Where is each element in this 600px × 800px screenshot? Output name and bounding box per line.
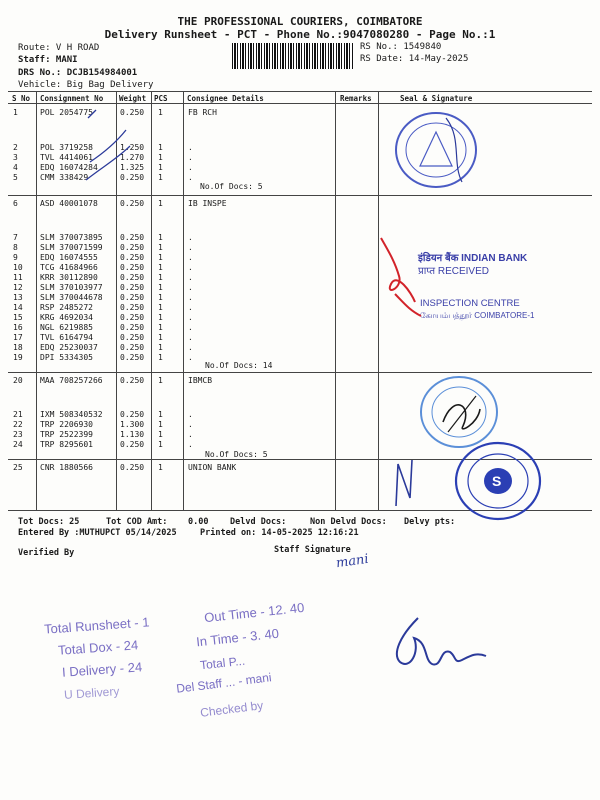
table-cell-cd: . [188, 343, 193, 352]
table-cell-sno: 15 [13, 313, 23, 322]
stamp-city: COIMBATORE-1 [474, 311, 535, 320]
table-cell-wt: 0.250 [120, 293, 145, 302]
total-cod-value: 0.00 [188, 517, 209, 527]
table-cell-wt: 0.250 [120, 273, 145, 282]
table-cell-cd: . [188, 430, 193, 439]
table-cell-sno: 22 [13, 420, 23, 429]
table-cell-pcs: 1 [158, 353, 163, 362]
table-cell-cd: . [188, 353, 193, 362]
table-cell-pcs: 1 [158, 273, 163, 282]
table-cell-wt: 0.250 [120, 333, 145, 342]
table-cell-cn: KRR 30112890 [40, 273, 98, 282]
table-cell-pcs: 1 [158, 410, 163, 419]
table-cell-sno: 25 [13, 463, 23, 472]
table-cell-cd: . [188, 420, 193, 429]
table-cell-pcs: 1 [158, 283, 163, 292]
checked-by: Checked by [199, 698, 264, 720]
column-header: Consignee Details [187, 94, 264, 103]
table-cell-wt: 0.250 [120, 376, 145, 385]
table-cell-sno: 2 [13, 143, 18, 152]
table-cell-sno: 7 [13, 233, 18, 242]
table-cell-sno: 12 [13, 283, 23, 292]
staff-signature: mani [335, 551, 370, 572]
document-title: THE PROFESSIONAL COURIERS, COIMBATORE [177, 15, 423, 28]
table-cell-wt: 0.250 [120, 233, 145, 242]
table-cell-cn: TRP 2206930 [40, 420, 93, 429]
table-cell-sno: 14 [13, 303, 23, 312]
table-cell-pcs: 1 [158, 253, 163, 262]
pen-mark-n [390, 456, 420, 512]
table-cell-cn: KRG 4692034 [40, 313, 93, 322]
table-cell-cn: NGL 6219885 [40, 323, 93, 332]
table-cell-cd: . [188, 410, 193, 419]
table-cell-wt: 0.250 [120, 303, 145, 312]
union-bank-seal-stamp [452, 440, 544, 522]
table-cell-cn: TRP 2522399 [40, 430, 93, 439]
column-divider [183, 91, 184, 510]
table-cell-sno: 5 [13, 173, 18, 182]
table-cell-wt: 0.250 [120, 353, 145, 362]
table-cell-wt: 0.250 [120, 173, 145, 182]
table-cell-cn: MAA 708257266 [40, 376, 103, 385]
table-cell-pcs: 1 [158, 173, 163, 182]
table-cell-wt: 1.300 [120, 420, 145, 429]
table-cell-pcs: 1 [158, 420, 163, 429]
table-cell-sno: 11 [13, 273, 23, 282]
group-doc-count: No.Of Docs: 5 [200, 182, 263, 191]
table-cell-cd: . [188, 173, 193, 182]
table-cell-pcs: 1 [158, 233, 163, 242]
staff-signature-label: Staff Signature [274, 545, 351, 555]
red-signature [375, 232, 427, 322]
pen-check-marks [60, 100, 140, 190]
table-cell-wt: 0.250 [120, 343, 145, 352]
column-divider [36, 91, 37, 510]
table-cell-pcs: 1 [158, 313, 163, 322]
table-cell-sno: 23 [13, 430, 23, 439]
table-cell-cn: TVL 6164794 [40, 333, 93, 342]
table-cell-cn: TVL 4414061 [40, 153, 93, 162]
table-cell-cn: DPI 5334305 [40, 353, 93, 362]
table-cell-wt: 0.250 [120, 263, 145, 272]
table-cell-pcs: 1 [158, 243, 163, 252]
rs-date: RS Date: 14-May-2025 [360, 54, 469, 64]
total-docs: Tot Docs: 25 [18, 517, 80, 527]
table-cell-wt: 1.325 [120, 163, 145, 172]
staff-label: Staff: MANI [18, 55, 78, 65]
out-time: Out Time - 12. 40 [203, 599, 305, 626]
table-cell-cn: RSP 2485272 [40, 303, 93, 312]
receiver-signature [390, 612, 490, 674]
table-cell-sno: 21 [13, 410, 23, 419]
column-header: PCS [154, 94, 168, 103]
verified-by: Verified By [18, 548, 75, 558]
bank-seal-stamp [418, 374, 500, 450]
group-doc-count: No.Of Docs: 14 [205, 361, 273, 370]
barcode [232, 43, 354, 69]
table-cell-cn: SLM 370044678 [40, 293, 103, 302]
table-cell-pcs: 1 [158, 263, 163, 272]
stamp-bank-name: INDIAN BANK [461, 253, 528, 264]
table-cell-cn: TRP 8295601 [40, 440, 93, 449]
svg-text:S: S [492, 473, 502, 489]
table-cell-cd: FB RCH [188, 108, 217, 117]
stamp-bank-hindi: इंडियन बैंक [418, 253, 459, 264]
table-cell-cd: IBMCB [188, 376, 213, 385]
stamp-inspection: INSPECTION CENTRE [420, 298, 520, 309]
table-cell-pcs: 1 [158, 303, 163, 312]
table-cell-pcs: 1 [158, 343, 163, 352]
total-dox: Total Dox - 24 [57, 637, 139, 658]
table-cell-sno: 4 [13, 163, 18, 172]
table-cell-wt: 0.250 [120, 199, 145, 208]
table-cell-cn: TCG 41684966 [40, 263, 98, 272]
table-cell-wt: 0.250 [120, 463, 145, 472]
table-cell-cd: . [188, 233, 193, 242]
group-divider [8, 195, 592, 196]
table-cell-cd: . [188, 333, 193, 342]
table-cell-wt: 0.250 [120, 253, 145, 262]
table-cell-cd: . [188, 313, 193, 322]
stamp-received: RECEIVED [437, 266, 489, 277]
delivered-docs: Delvd Docs: [230, 517, 287, 527]
total-cod-label: Tot COD Amt: [106, 517, 168, 527]
table-cell-sno: 13 [13, 293, 23, 302]
stamp-city-tamil: கோயம்பத்தூர் [420, 311, 473, 320]
postal-seal-stamp [392, 108, 484, 192]
table-cell-pcs: 1 [158, 143, 163, 152]
table-cell-cd: . [188, 440, 193, 449]
column-divider [335, 91, 336, 510]
table-cell-wt: 0.250 [120, 283, 145, 292]
table-cell-pcs: 1 [158, 153, 163, 162]
table-cell-pcs: 1 [158, 199, 163, 208]
table-cell-cd: . [188, 263, 193, 272]
table-cell-cn: CMM 338429 [40, 173, 89, 182]
table-cell-cd: . [188, 153, 193, 162]
table-cell-pcs: 1 [158, 333, 163, 342]
table-cell-cd: . [188, 283, 193, 292]
table-cell-cn: EDQ 25230037 [40, 343, 98, 352]
table-cell-cn: EDQ 16074284 [40, 163, 98, 172]
drs-number: DRS No.: DCJB154984001 [18, 68, 138, 78]
table-cell-sno: 10 [13, 263, 23, 272]
table-cell-wt: 1.130 [120, 430, 145, 439]
table-cell-pcs: 1 [158, 163, 163, 172]
table-cell-sno: 20 [13, 376, 23, 385]
table-cell-pcs: 1 [158, 430, 163, 439]
table-cell-wt: 0.250 [120, 410, 145, 419]
table-cell-sno: 16 [13, 323, 23, 332]
table-cell-sno: 19 [13, 353, 23, 362]
table-cell-pcs: 1 [158, 440, 163, 449]
table-cell-cn: POL 3719258 [40, 143, 93, 152]
vehicle-label: Vehicle: Big Bag Delivery [18, 80, 154, 90]
in-time: In Time - 3. 40 [195, 625, 280, 650]
table-cell-cn: SLM 370071599 [40, 243, 103, 252]
table-cell-sno: 17 [13, 333, 23, 342]
table-cell-cd: . [188, 143, 193, 152]
delivery-points: Delvy pts: [404, 517, 456, 527]
table-cell-sno: 3 [13, 153, 18, 162]
table-cell-cn: SLM 370103977 [40, 283, 103, 292]
table-cell-cd: IB INSPE [188, 199, 227, 208]
table-cell-pcs: 1 [158, 108, 163, 117]
table-cell-cd: . [188, 163, 193, 172]
table-cell-cd: . [188, 253, 193, 262]
total-p: Total P... [199, 653, 246, 673]
column-header: S No [12, 94, 31, 103]
table-cell-wt: 0.250 [120, 108, 145, 117]
table-cell-sno: 18 [13, 343, 23, 352]
table-cell-wt: 0.250 [120, 323, 145, 332]
column-header: Consignment No [40, 94, 104, 103]
table-cell-wt: 1.270 [120, 153, 145, 162]
table-cell-cd: . [188, 273, 193, 282]
table-cell-pcs: 1 [158, 463, 163, 472]
table-cell-wt: 0.250 [120, 440, 145, 449]
entered-by: Entered By :MUTHUPCT 05/14/2025 [18, 528, 177, 538]
stamp-received-hindi: प्राप्त [418, 266, 436, 277]
table-cell-wt: 0.250 [120, 243, 145, 252]
delivery-staff: Del Staff ... - mani [175, 670, 273, 696]
column-header: Remarks [340, 94, 372, 103]
table-cell-cd: UNION BANK [188, 463, 237, 472]
table-cell-sno: 24 [13, 440, 23, 449]
table-cell-cn: SLM 370073895 [40, 233, 103, 242]
total-runsheet: Total Runsheet - 1 [43, 614, 150, 637]
table-cell-sno: 6 [13, 199, 18, 208]
group-divider [8, 372, 592, 373]
table-cell-sno: 1 [13, 108, 18, 117]
table-cell-cd: . [188, 293, 193, 302]
table-cell-cn: CNR 1880566 [40, 463, 93, 472]
table-cell-wt: 0.250 [120, 313, 145, 322]
table-cell-sno: 9 [13, 253, 18, 262]
table-cell-cd: . [188, 243, 193, 252]
column-header: Seal & Signature [400, 94, 473, 103]
rs-number: RS No.: 1549840 [360, 42, 442, 52]
non-delivered-docs: Non Delvd Docs: [310, 517, 387, 527]
table-cell-pcs: 1 [158, 323, 163, 332]
document-subtitle: Delivery Runsheet - PCT - Phone No.:9047080280 - Page No.:1 [104, 28, 496, 41]
table-cell-sno: 8 [13, 243, 18, 252]
table-cell-cn: ASD 40001078 [40, 199, 98, 208]
group-doc-count: No.Of Docs: 5 [205, 450, 268, 459]
printed-on: Printed on: 14-05-2025 12:16:21 [200, 528, 359, 538]
table-cell-cn: IXM 508340532 [40, 410, 103, 419]
route-label: Route: V H ROAD [18, 43, 100, 53]
table-cell-cd: . [188, 303, 193, 312]
column-header: Weight [119, 94, 147, 103]
table-cell-pcs: 1 [158, 376, 163, 385]
column-divider [151, 91, 152, 510]
table-top-border [8, 91, 592, 92]
undelivery: U Delivery [63, 684, 120, 702]
delivery-count: I Delivery - 24 [61, 659, 143, 680]
table-cell-cn: EDQ 16074555 [40, 253, 98, 262]
table-cell-cd: . [188, 323, 193, 332]
table-cell-wt: 1.250 [120, 143, 145, 152]
table-cell-pcs: 1 [158, 293, 163, 302]
table-cell-cn: POL 2054775 [40, 108, 93, 117]
